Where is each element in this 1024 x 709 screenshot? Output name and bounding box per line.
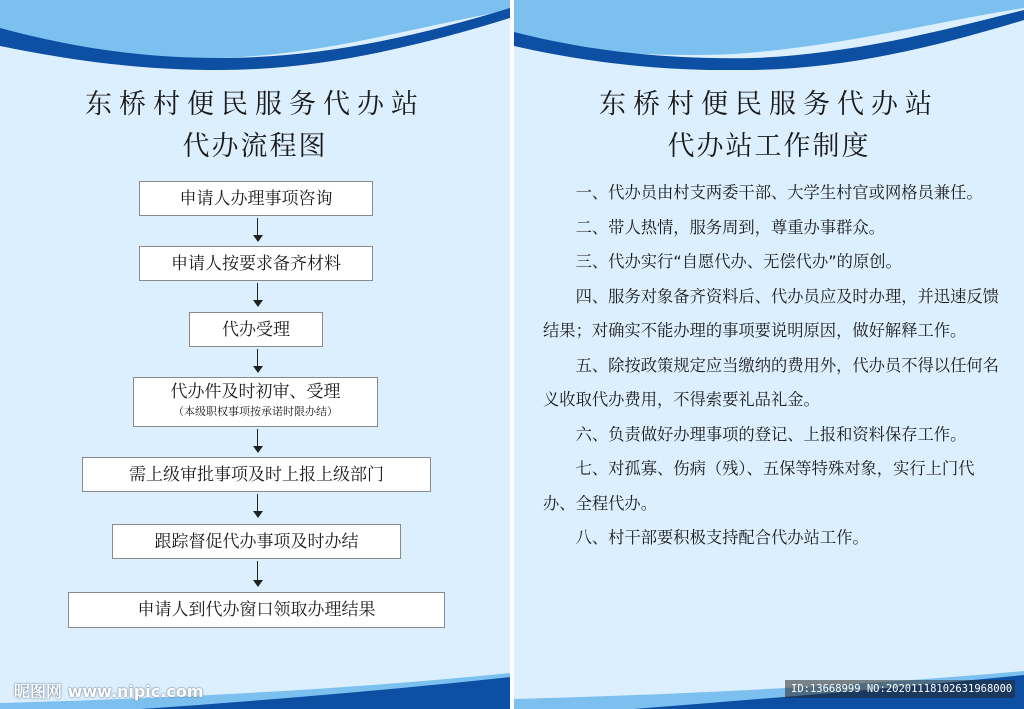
- top-wave-decoration: [514, 0, 1024, 70]
- rule-item: 一、代办员由村支两委干部、大学生村官或网格员兼任。: [575, 183, 983, 202]
- rule-item: 六、负责做好办理事项的登记、上报和资料保存工作。: [575, 424, 967, 444]
- rules-list: [543, 176, 1003, 556]
- flow-arrow: [252, 218, 264, 242]
- rule-item: 七、对孤寡、伤病（残）、五保等特殊对象，实行上门代办、全程代办。: [543, 459, 975, 513]
- flowchart-panel: [0, 0, 510, 709]
- flow-step: 代办受理: [189, 312, 323, 347]
- rule-item: 五、除按政策规定应当缴纳的费用外，代办员不得以任何名义收取代办费用，不得索要礼品礼金。: [543, 355, 999, 409]
- flow-step: 代办件及时初审、受理 （本级职权事项按承诺时限办结）: [133, 377, 378, 427]
- page-subtitle: 代办流程图: [182, 131, 328, 162]
- flow-step-note: （本级职权事项按承诺时限办结）: [173, 405, 338, 418]
- rule-item: 二、带人热情，服务周到，尊重办事群众。: [575, 217, 885, 237]
- flow-arrow: [252, 494, 264, 518]
- flow-step: 申请人办理事项咨询: [139, 181, 373, 216]
- flow-step: 需上级审批事项及时上报上级部门: [82, 457, 431, 492]
- page-title: 东桥村便民服务代办站: [599, 89, 939, 120]
- image-id-bar: ID:13668999 NO:20201118102631968000: [785, 680, 1015, 698]
- watermark: 昵图网 www.nipic.com: [14, 682, 204, 701]
- rule-item: 三、代办实行“自愿代办、无偿代办”的原创。: [575, 252, 902, 271]
- flow-arrow: [252, 429, 264, 453]
- flow-arrow: [252, 283, 264, 307]
- flow-step: 申请人到代办窗口领取办理结果: [68, 592, 445, 628]
- flow-step: 申请人按要求备齐材料: [139, 246, 373, 281]
- flow-arrow: [252, 561, 264, 587]
- page-title: 东桥村便民服务代办站: [85, 89, 425, 120]
- rule-item: 四、服务对象备齐资料后、代办员应及时办理，并迅速反馈结果；对确实不能办理的事项要说明原因，做好解释工作。: [543, 286, 999, 340]
- flow-step: 跟踪督促代办事项及时办结: [112, 524, 401, 559]
- rule-item: 八、村干部要积极支持配合代办站工作。: [575, 528, 869, 547]
- rules-panel: [514, 0, 1024, 709]
- page-subtitle: 代办站工作制度: [667, 131, 871, 162]
- flow-arrow: [252, 349, 264, 373]
- top-wave-decoration: [0, 0, 510, 70]
